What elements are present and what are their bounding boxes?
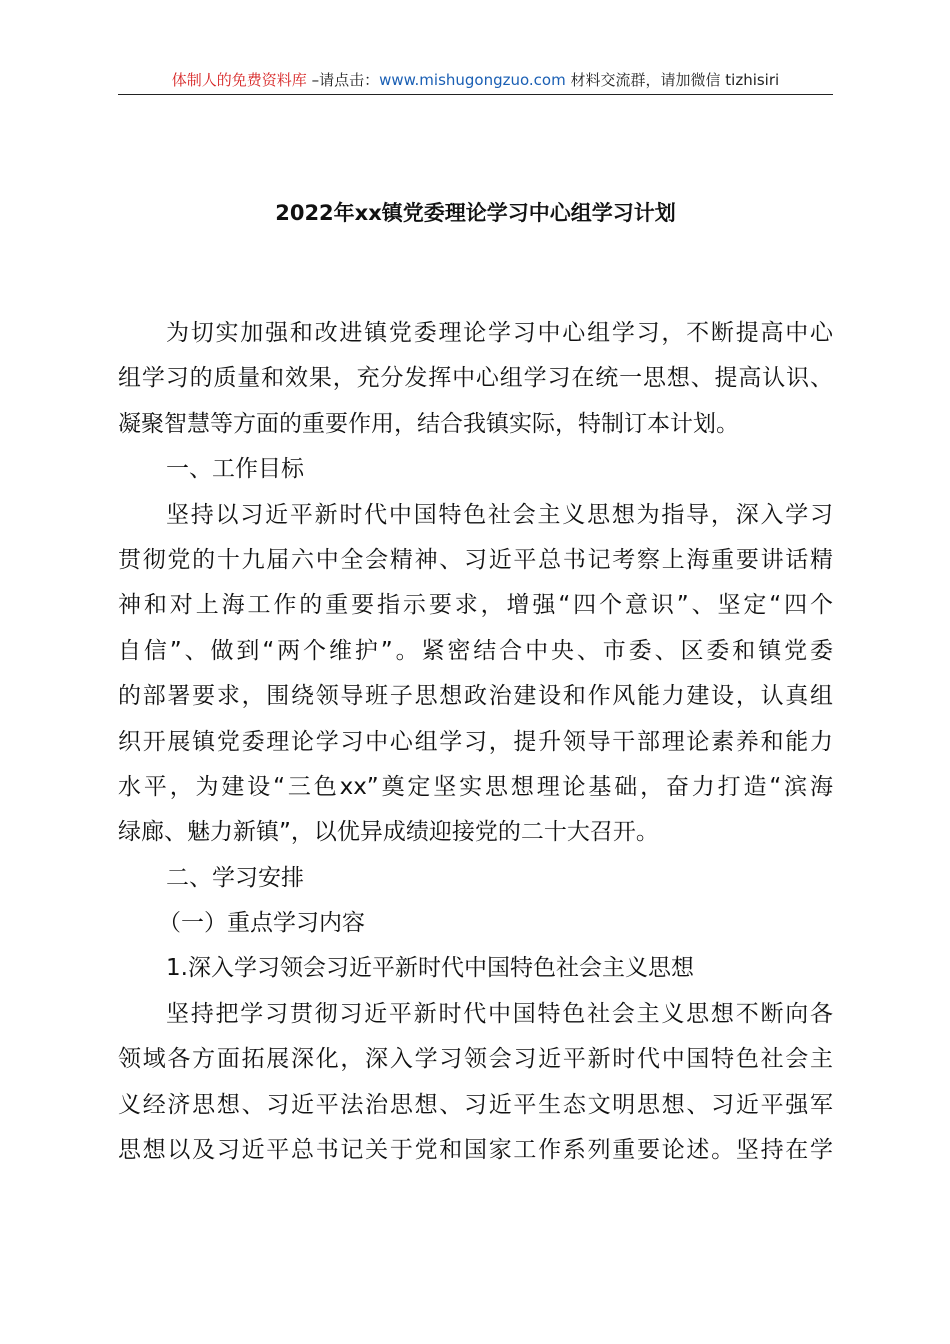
paragraph-line: 水平，为建设“三色xx”奠定坚实思想理论基础，奋力打造“滨海 (118, 773, 833, 800)
section-heading: 二、学习安排 (166, 864, 304, 891)
document-body (118, 311, 833, 1173)
paragraph-line: 织开展镇党委理论学习中心组学习，提升领导干部理论素养和能力 (118, 728, 833, 755)
paragraph-line: 义经济思想、习近平法治思想、习近平生态文明思想、习近平强军 (118, 1091, 833, 1118)
paragraph-line: 的部署要求，围绕领导班子思想政治建设和作风能力建设，认真组 (118, 683, 833, 710)
paragraph-line: 组学习的质量和效果，充分发挥中心组学习在统一思想、提高认识、 (118, 365, 833, 392)
header-link[interactable]: www.mishugongzuo.com (379, 71, 566, 89)
header-prompt: –请点击： (306, 71, 380, 89)
page-header (118, 68, 833, 95)
paragraph-line: 绿廊、魅力新镇”，以优异成绩迎接党的二十大召开。 (118, 819, 659, 846)
header-contact: 材料交流群，请加微信 tizhisiri (565, 71, 780, 89)
paragraph-line: 凝聚智慧等方面的重要作用，结合我镇实际，特制订本计划。 (118, 410, 739, 437)
paragraph-line: 坚持以习近平新时代中国特色社会主义思想为指导，深入学习 (166, 501, 833, 528)
paragraph-line: 领域各方面拓展深化，深入学习领会习近平新时代中国特色社会主 (118, 1046, 833, 1073)
paragraph-line: 思想以及习近平总书记关于党和国家工作系列重要论述。坚持在学 (118, 1137, 833, 1164)
section-heading: 一、工作目标 (166, 456, 304, 483)
document-title: 2022年xx镇党委理论学习中心组学习计划 (275, 201, 676, 225)
paragraph-line: 神和对上海工作的重要指示要求，增强“四个意识”、坚定“四个 (118, 592, 833, 619)
header-brand: 体制人的免费资料库 (171, 71, 307, 89)
item-heading: 1.深入学习领会习近平新时代中国特色社会主义思想 (166, 955, 694, 982)
paragraph-line: 坚持把学习贯彻习近平新时代中国特色社会主义思想不断向各 (166, 1000, 833, 1027)
subsection-heading: （一）重点学习内容 (158, 910, 365, 937)
paragraph-line: 自信”、做到“两个维护”。紧密结合中央、市委、区委和镇党委 (118, 637, 833, 664)
paragraph-line: 为切实加强和改进镇党委理论学习中心组学习，不断提高中心 (166, 320, 833, 346)
paragraph-line: 贯彻党的十九届六中全会精神、习近平总书记考察上海重要讲话精 (118, 546, 833, 573)
